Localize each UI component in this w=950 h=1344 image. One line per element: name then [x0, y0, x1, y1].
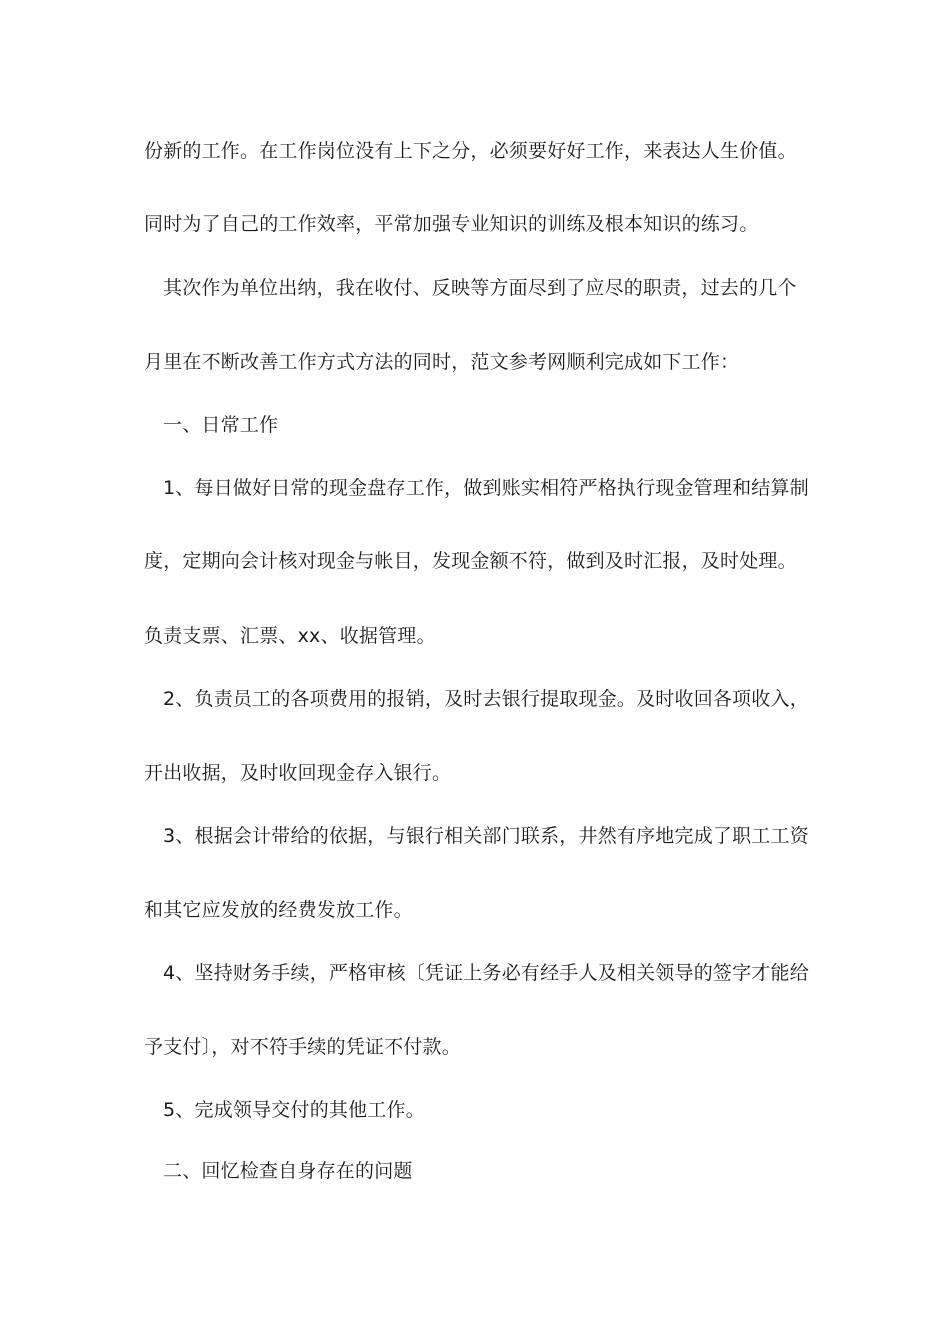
list-item-5: 5、完成领导交付的其他工作。 — [163, 1099, 425, 1121]
list-item-4-line-2: 予支付〕，对不符手续的凭证不付款。 — [144, 1036, 461, 1058]
list-item-1-line-3: 负责支票、汇票、xx、收据管理。 — [144, 625, 436, 647]
list-item-2-line-2: 开出收据，及时收回现金存入银行。 — [144, 762, 452, 784]
text-line-2: 同时为了自己的工作效率，平常加强专业知识的训练及根本知识的练习。 — [144, 213, 759, 235]
list-item-2-line-1: 2、负责员工的各项费用的报销，及时去银行提取现金。及时收回各项收入， — [163, 688, 809, 710]
list-item-3-line-2: 和其它应发放的经费发放工作。 — [144, 899, 413, 921]
text-line-4: 月里在不断改善工作方式方法的同时，范文参考网顺利完成如下工作： — [144, 351, 740, 373]
section-heading-2: 二、回忆检查自身存在的问题 — [163, 1160, 413, 1182]
list-item-3-line-1: 3、根据会计带给的依据，与银行相关部门联系，井然有序地完成了职工工资 — [163, 825, 809, 847]
list-item-1-line-1: 1、每日做好日常的现金盘存工作，做到账实相符严格执行现金管理和结算制 — [163, 477, 809, 499]
text-line-3: 其次作为单位出纳，我在收付、反映等方面尽到了应尽的职责，过去的几个 — [163, 277, 797, 299]
text-line-1: 份新的工作。在工作岗位没有上下之分，必须要好好工作，来表达人生价值。 — [144, 140, 797, 162]
list-item-4-line-1: 4、坚持财务手续，严格审核〔凭证上务必有经手人及相关领导的签字才能给 — [163, 962, 809, 984]
list-item-1-line-2: 度，定期向会计核对现金与帐目，发现金额不符，做到及时汇报，及时处理。 — [144, 550, 797, 572]
section-heading-1: 一、日常工作 — [163, 414, 279, 436]
